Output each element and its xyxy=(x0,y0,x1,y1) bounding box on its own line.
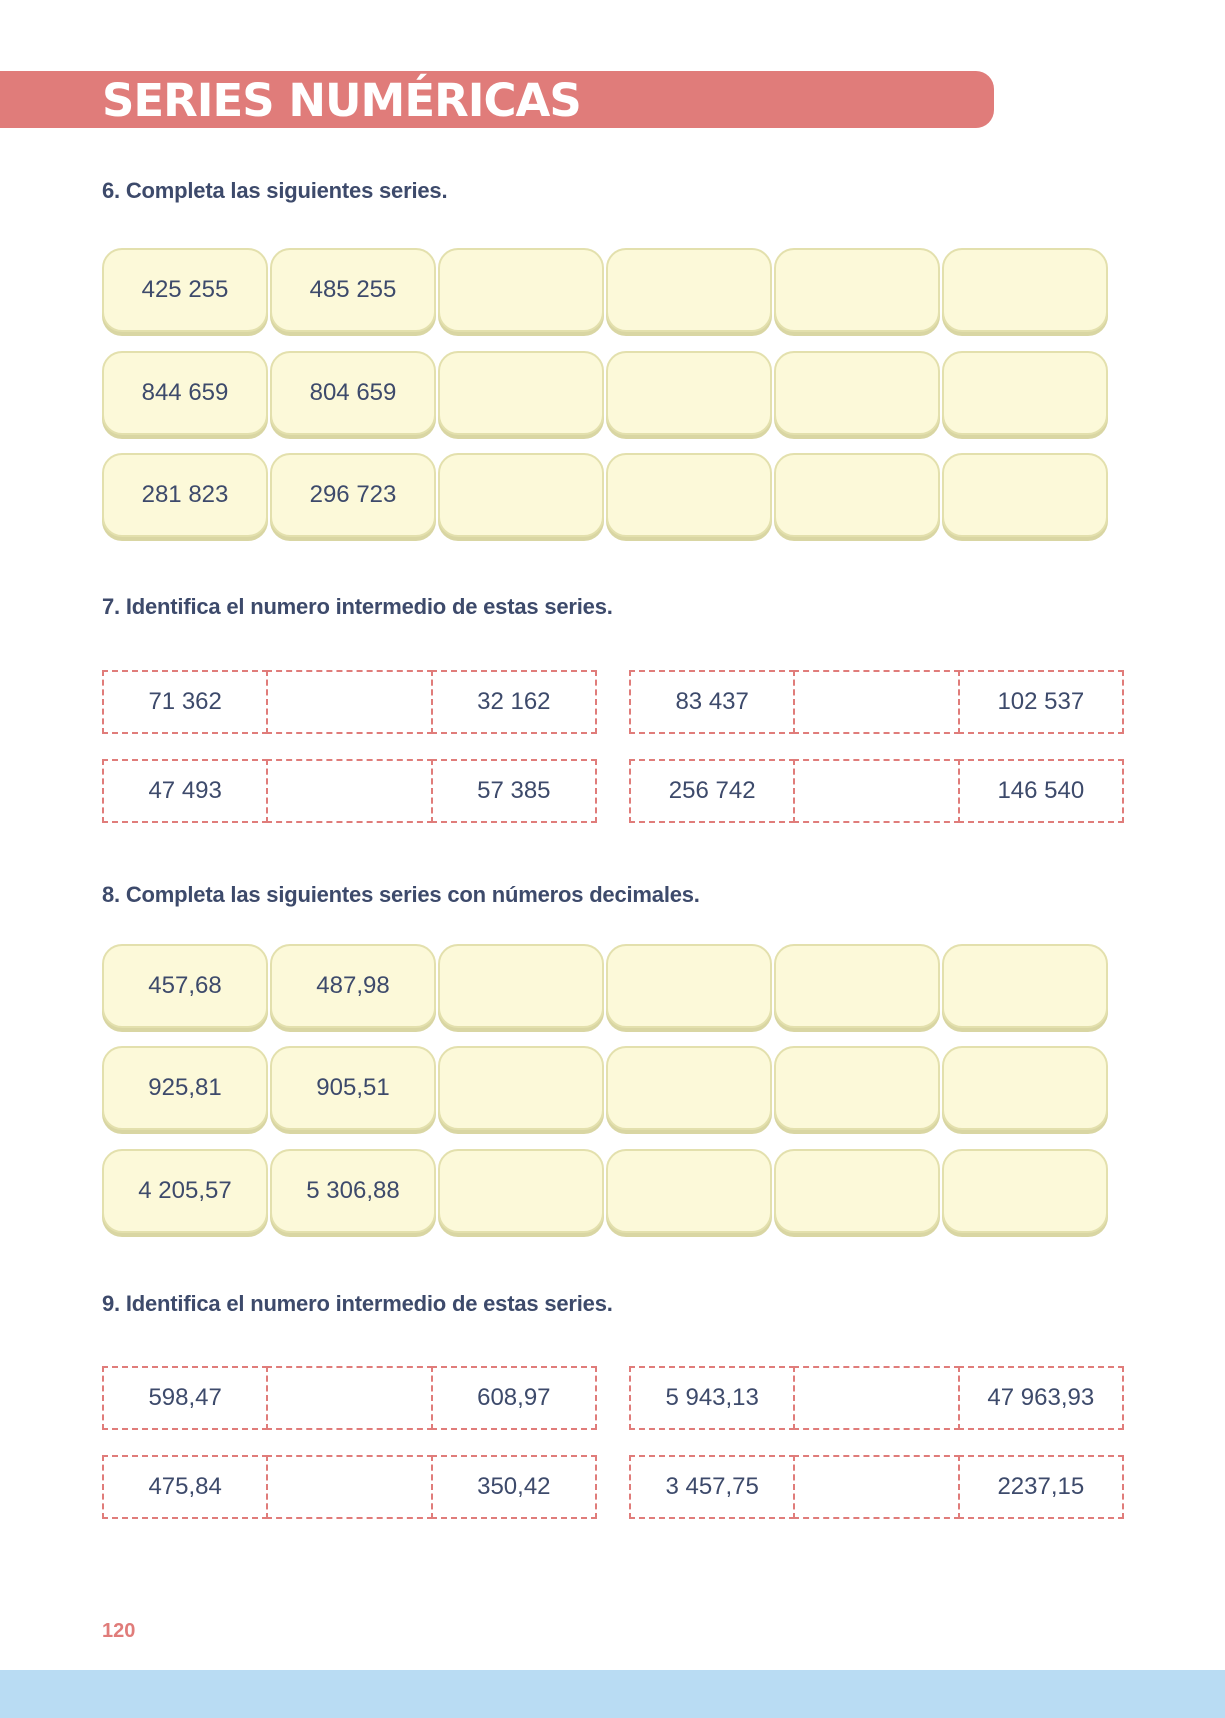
answer-cell[interactable] xyxy=(438,248,604,332)
exercise-7-sequence xyxy=(629,670,1124,734)
sequence-value: 608,97 xyxy=(431,1366,597,1430)
page-title: SERIES NUMÉRICAS xyxy=(102,74,581,127)
sequence-value: 71 362 xyxy=(102,670,268,734)
answer-cell[interactable] xyxy=(438,944,604,1028)
exercise-8-series-2 xyxy=(102,1046,1108,1130)
series-cell: 844 659 xyxy=(102,351,268,435)
exercise-7-sequence xyxy=(102,670,597,734)
exercise-8-heading: 8. Completa las siguientes series con números decimales. xyxy=(102,882,700,907)
exercise-9-sequence xyxy=(629,1455,1124,1519)
sequence-value: 2237,15 xyxy=(958,1455,1124,1519)
series-cell: 485 255 xyxy=(270,248,436,332)
sequence-value: 83 437 xyxy=(629,670,795,734)
answer-cell[interactable] xyxy=(774,1149,940,1233)
sequence-value: 47 493 xyxy=(102,759,268,823)
answer-box[interactable] xyxy=(266,759,432,823)
series-cell: 5 306,88 xyxy=(270,1149,436,1233)
series-cell: 281 823 xyxy=(102,453,268,537)
answer-cell[interactable] xyxy=(606,1149,772,1233)
answer-cell[interactable] xyxy=(774,351,940,435)
series-cell: 296 723 xyxy=(270,453,436,537)
answer-box[interactable] xyxy=(793,670,959,734)
answer-cell[interactable] xyxy=(606,351,772,435)
answer-box[interactable] xyxy=(793,1366,959,1430)
exercise-8-series-1 xyxy=(102,944,1108,1028)
exercise-6-series-3 xyxy=(102,453,1108,537)
answer-box[interactable] xyxy=(266,670,432,734)
answer-cell[interactable] xyxy=(774,248,940,332)
answer-cell[interactable] xyxy=(774,1046,940,1130)
title-banner xyxy=(0,71,994,128)
answer-cell[interactable] xyxy=(942,1149,1108,1233)
sequence-value: 57 385 xyxy=(431,759,597,823)
series-cell: 905,51 xyxy=(270,1046,436,1130)
sequence-value: 598,47 xyxy=(102,1366,268,1430)
sequence-value: 146 540 xyxy=(958,759,1124,823)
sequence-value: 256 742 xyxy=(629,759,795,823)
exercise-7-heading: 7. Identifica el numero intermedio de estas series. xyxy=(102,594,613,619)
answer-cell[interactable] xyxy=(942,944,1108,1028)
answer-cell[interactable] xyxy=(606,453,772,537)
answer-cell[interactable] xyxy=(942,453,1108,537)
exercise-9-sequence xyxy=(629,1366,1124,1430)
series-cell: 487,98 xyxy=(270,944,436,1028)
answer-cell[interactable] xyxy=(774,944,940,1028)
answer-cell[interactable] xyxy=(606,1046,772,1130)
exercise-9-sequence xyxy=(102,1455,597,1519)
series-cell: 425 255 xyxy=(102,248,268,332)
series-cell: 925,81 xyxy=(102,1046,268,1130)
exercise-6-heading: 6. Completa las siguientes series. xyxy=(102,178,448,203)
answer-cell[interactable] xyxy=(438,453,604,537)
sequence-value: 102 537 xyxy=(958,670,1124,734)
series-cell: 457,68 xyxy=(102,944,268,1028)
exercise-6-series-2 xyxy=(102,351,1108,435)
answer-cell[interactable] xyxy=(438,1149,604,1233)
answer-cell[interactable] xyxy=(606,248,772,332)
answer-box[interactable] xyxy=(793,1455,959,1519)
sequence-value: 32 162 xyxy=(431,670,597,734)
answer-cell[interactable] xyxy=(942,248,1108,332)
sequence-value: 47 963,93 xyxy=(958,1366,1124,1430)
sequence-value: 5 943,13 xyxy=(629,1366,795,1430)
sequence-value: 350,42 xyxy=(431,1455,597,1519)
answer-box[interactable] xyxy=(266,1366,432,1430)
exercise-8-series-3 xyxy=(102,1149,1108,1233)
answer-cell[interactable] xyxy=(438,351,604,435)
footer-band xyxy=(0,1670,1225,1718)
answer-cell[interactable] xyxy=(438,1046,604,1130)
exercise-6-series-1 xyxy=(102,248,1108,332)
answer-cell[interactable] xyxy=(774,453,940,537)
answer-box[interactable] xyxy=(793,759,959,823)
answer-cell[interactable] xyxy=(942,1046,1108,1130)
exercise-9-heading: 9. Identifica el numero intermedio de estas series. xyxy=(102,1291,613,1316)
page-number: 120 xyxy=(102,1620,136,1642)
sequence-value: 3 457,75 xyxy=(629,1455,795,1519)
answer-cell[interactable] xyxy=(606,944,772,1028)
exercise-7-sequence xyxy=(629,759,1124,823)
series-cell: 804 659 xyxy=(270,351,436,435)
sequence-value: 475,84 xyxy=(102,1455,268,1519)
answer-box[interactable] xyxy=(266,1455,432,1519)
answer-cell[interactable] xyxy=(942,351,1108,435)
exercise-7-sequence xyxy=(102,759,597,823)
series-cell: 4 205,57 xyxy=(102,1149,268,1233)
exercise-9-sequence xyxy=(102,1366,597,1430)
